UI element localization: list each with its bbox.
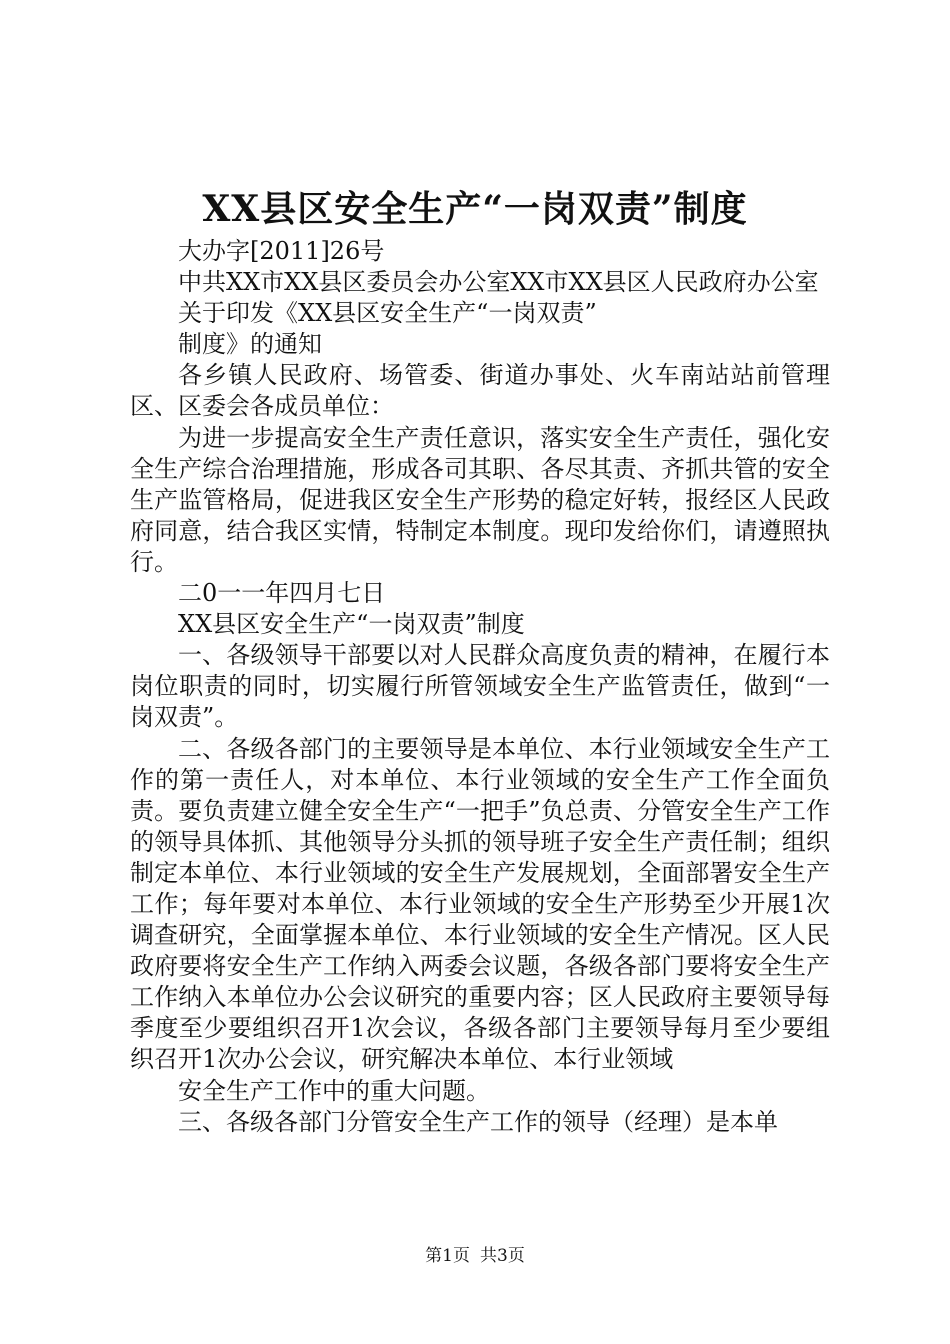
page-total: 共3页 bbox=[480, 1246, 525, 1266]
recipients: 各乡镇人民政府、场管委、街道办事处、火车南站站前管理区、区委会各成员单位： bbox=[130, 361, 830, 421]
notice-subject-line-2: 制度》的通知 bbox=[178, 330, 322, 359]
doc-number: 大办字[2011]26号 bbox=[178, 237, 385, 265]
issue-date: 二0一一年四月七日 bbox=[178, 579, 386, 608]
issuer-line: 中共XX市XX县区委员会办公室XX市XX县区人民政府办公室 bbox=[178, 268, 819, 297]
clause-2: 二、各级各部门的主要领导是本单位、本行业领域安全生产工作的第一责任人，对本单位、本行业领域的安全生产工作全面负责。要负责建立健全安全生产“一把手”负总责、分管安全生产工作的领导具体抓、其他领导分头抓的领导班子安全生产责任制；组织制定本单位、本行业领域的安全生产发展规划，全面部署安全生产工作；每年要对本单位、本行业领域的安全生产形势至少开展1次调查研究，全面掌握本单位、本行业领域的安全生产情况。区人民政府要将安全生产工作纳入两委会议题，各级各部门要将安全生产工作纳入本单位办公会议研究的重要内容；区人民政府主要领导每季度至少要组织召开1次会议，各级各部门主要领导每月至少要组织召开1次办公会议，研究解决本单位、本行业领域 bbox=[130, 734, 830, 1074]
document-body bbox=[130, 236, 830, 1138]
page-footer bbox=[0, 1244, 950, 1268]
page-number: 第1页 bbox=[425, 1246, 470, 1266]
notice-subject-line-1: 关于印发《XX县区安全生产“一岗双责” bbox=[178, 299, 597, 328]
document-title: XX县区安全生产“一岗双责”制度 bbox=[202, 188, 748, 230]
clause-2-continued: 安全生产工作中的重大问题。 bbox=[178, 1076, 490, 1105]
clause-1: 一、各级领导干部要以对人民群众高度负责的精神，在履行本岗位职责的同时，切实履行所管领域安全生产监管责任，做到“一岗双责”。 bbox=[130, 641, 830, 732]
intro-paragraph: 为进一步提高安全生产责任意识，落实安全生产责任，强化安全生产综合治理措施，形成各司其职、各尽其责、齐抓共管的安全生产监管格局，促进我区安全生产形势的稳定好转，报经区人民政府同意，结合我区实情，特制定本制度。现印发给你们，请遵照执行。 bbox=[130, 423, 830, 576]
clause-3: 三、各级各部门分管安全生产工作的领导（经理）是本单 bbox=[178, 1107, 778, 1136]
section-heading: XX县区安全生产“一岗双责”制度 bbox=[178, 610, 525, 639]
